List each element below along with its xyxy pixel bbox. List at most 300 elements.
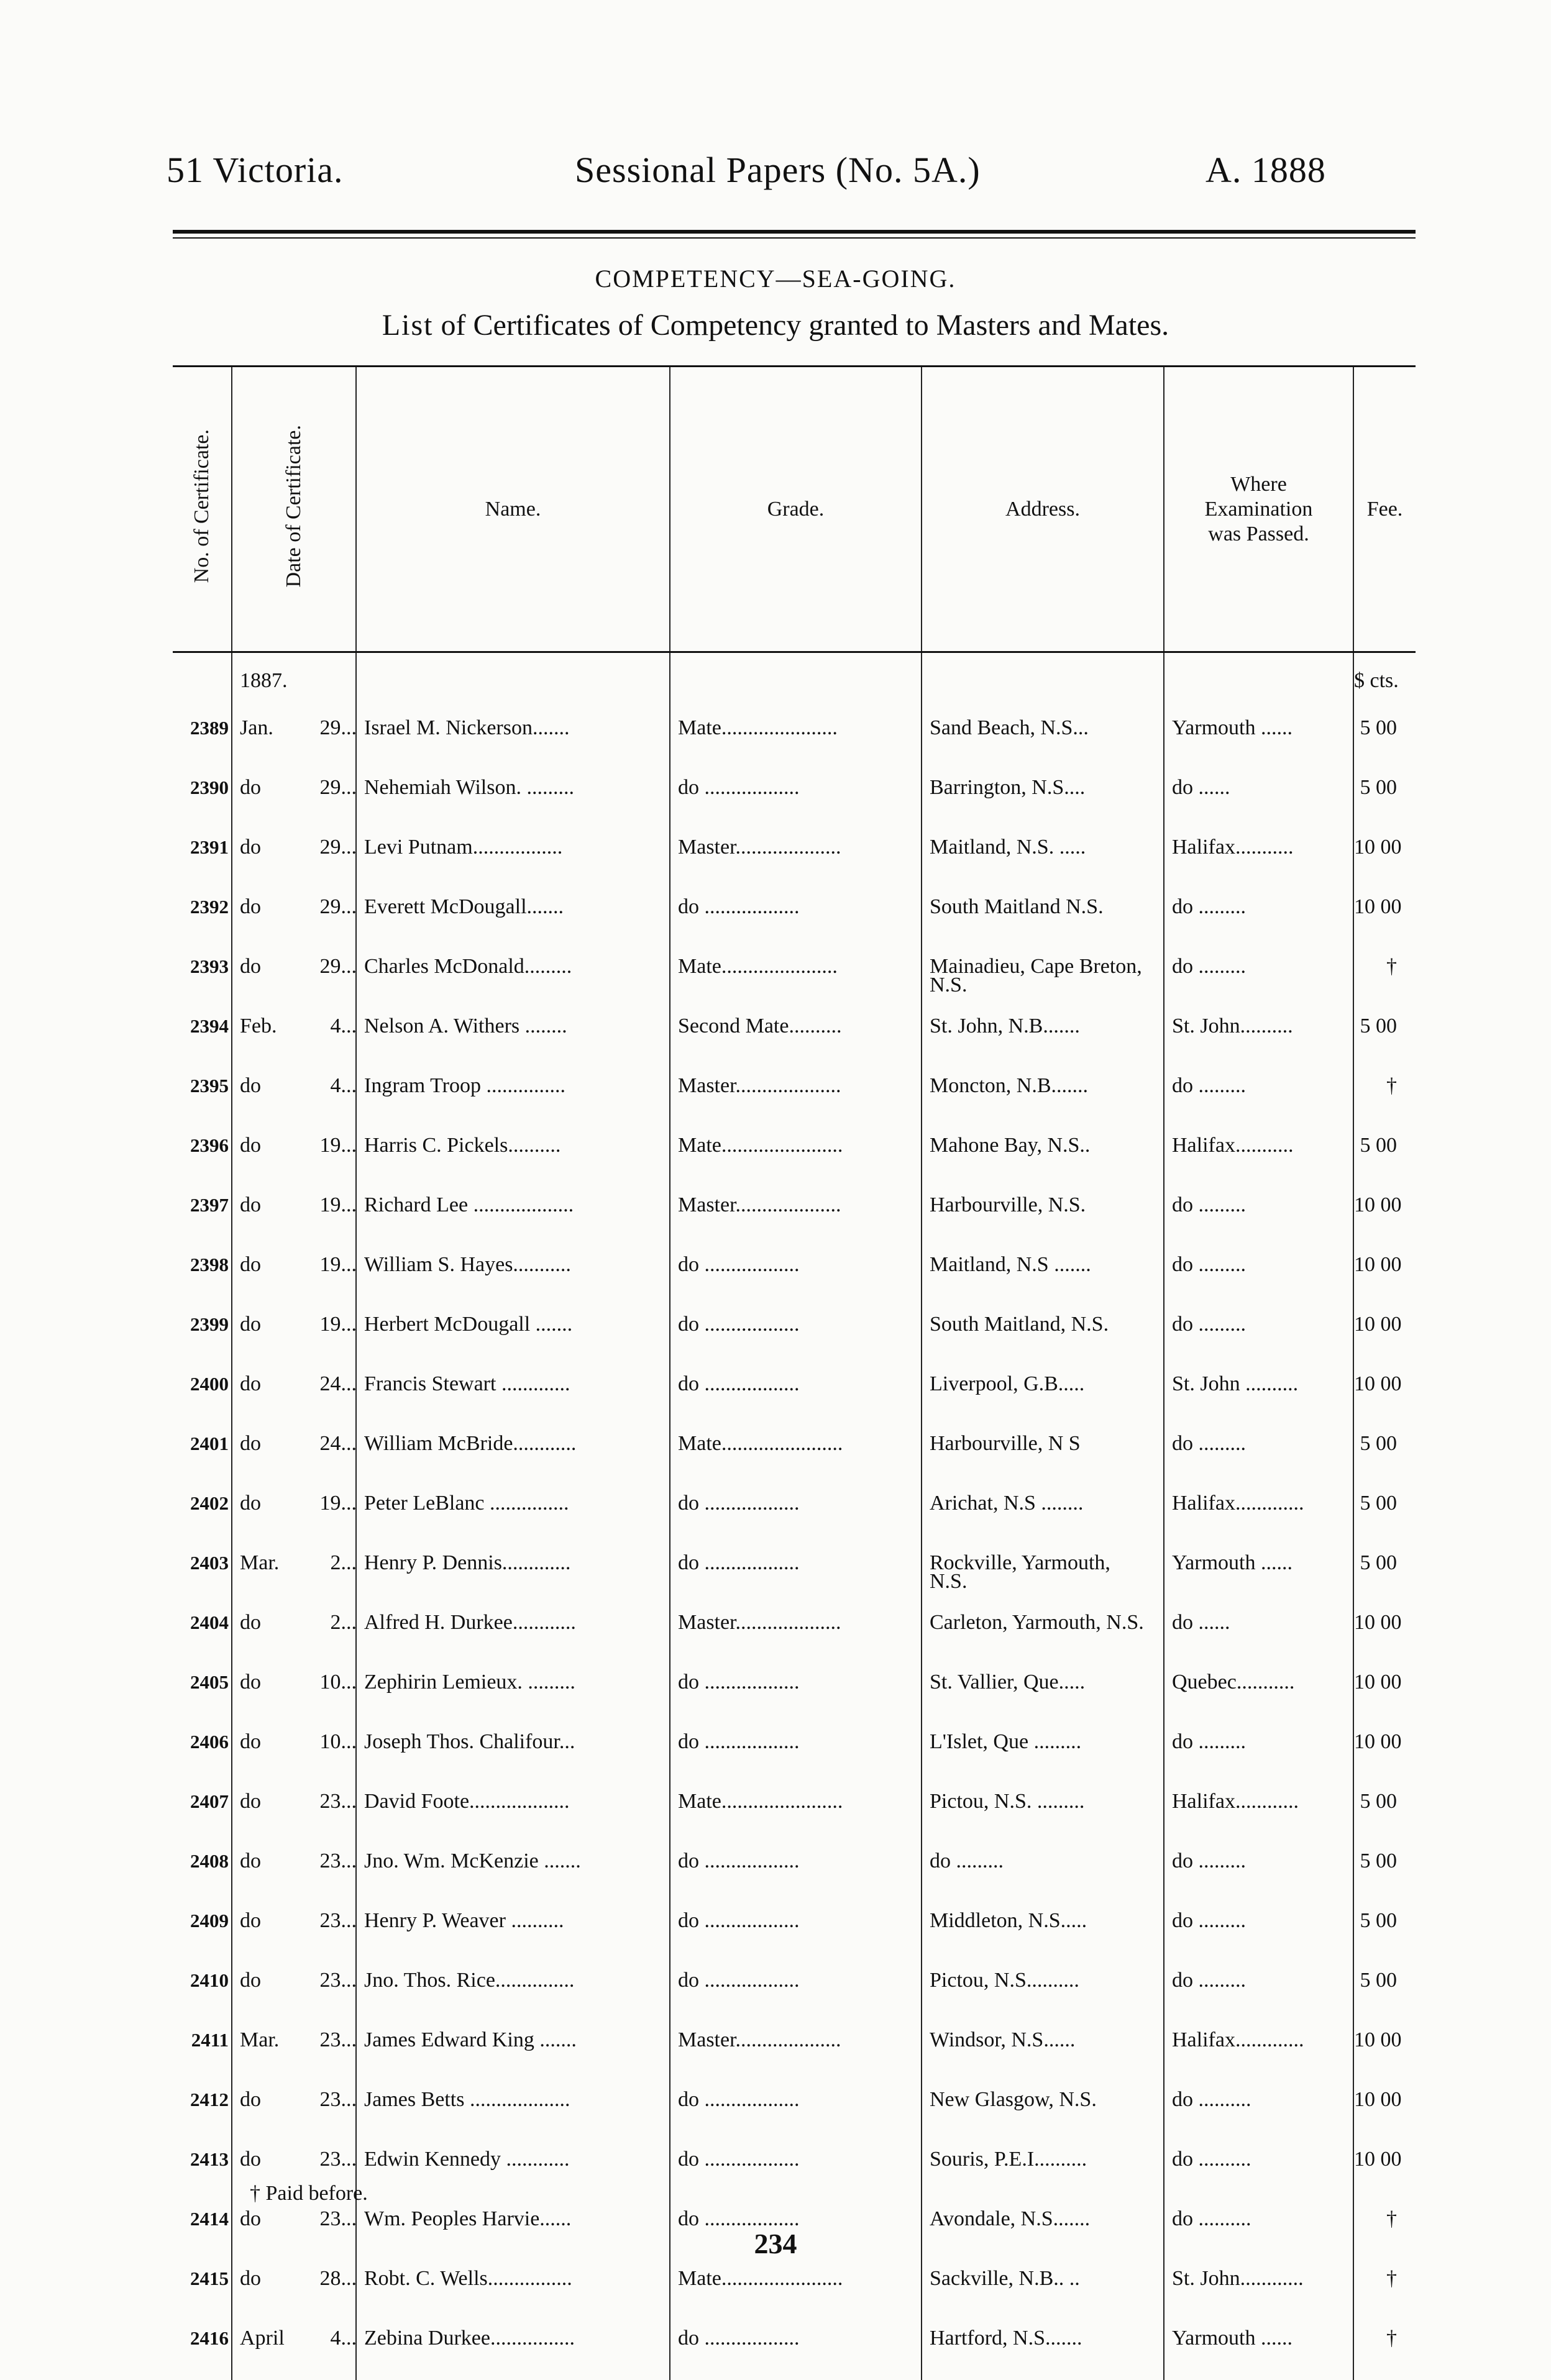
certificate-date bbox=[232, 1068, 356, 1128]
fee-amount: 10 00 bbox=[1353, 1187, 1416, 1247]
certificate-grade: do .................. bbox=[670, 2201, 922, 2261]
certificate-grade: Mate....................... bbox=[670, 1426, 922, 1485]
certificate-date bbox=[232, 1664, 356, 1724]
certificate-number: 2394 bbox=[190, 1015, 229, 1037]
certificate-grade: Mate....................... bbox=[670, 1128, 922, 1187]
col-header-date: Date of Certificate. bbox=[232, 367, 356, 652]
address-text: Mahone Bay, N.S.. bbox=[930, 1134, 1091, 1157]
table-row bbox=[173, 1545, 1416, 1605]
header-rule-thin bbox=[173, 237, 1416, 239]
date-day: 23... bbox=[319, 1969, 357, 1992]
holder-name: Jno. Wm. McKenzie ....... bbox=[356, 1843, 670, 1903]
holder-name: Richard Lee ................... bbox=[356, 1187, 670, 1247]
fee-amount: 5 00 bbox=[1353, 1843, 1416, 1903]
fee-amount: 10 00 bbox=[1353, 2022, 1416, 2082]
date-day: 23... bbox=[319, 2088, 357, 2111]
fee-amount: 5 00 bbox=[1353, 1963, 1416, 2022]
address-text: Carleton, Yarmouth, N.S. bbox=[930, 1611, 1144, 1634]
fee-amount: 5 00 bbox=[1353, 1784, 1416, 1843]
fee-amount: 5 00 bbox=[1353, 1903, 1416, 1963]
date-month: do bbox=[240, 1313, 261, 1336]
examination-place: do .......... bbox=[1164, 2141, 1353, 2201]
holder-address bbox=[922, 1008, 1164, 1068]
address-text: St. John, N.B....... bbox=[930, 1014, 1080, 1037]
table-row bbox=[173, 1008, 1416, 1068]
table-row bbox=[173, 2022, 1416, 2082]
fee-amount: 10 00 bbox=[1353, 2082, 1416, 2141]
header-center: Sessional Papers (No. 5A.) bbox=[575, 150, 981, 190]
table-row bbox=[173, 770, 1416, 829]
date-day: 29... bbox=[319, 955, 357, 978]
fee-amount: † bbox=[1353, 2320, 1416, 2380]
address-text: Sackville, N.B.. .. bbox=[930, 2267, 1080, 2290]
certificate-number: 2396 bbox=[190, 1134, 229, 1156]
certificate-date bbox=[232, 1605, 356, 1664]
date-month: do bbox=[240, 2088, 261, 2111]
table-row bbox=[173, 1724, 1416, 1784]
col-header-address: Address. bbox=[922, 367, 1164, 652]
date-month: do bbox=[240, 895, 261, 918]
certificate-date bbox=[232, 949, 356, 1008]
holder-name: Everett McDougall....... bbox=[356, 889, 670, 949]
col-header-where: Where Examination was Passed. bbox=[1164, 367, 1353, 652]
holder-address bbox=[922, 1664, 1164, 1724]
address-text: Hartford, N.S....... bbox=[930, 2327, 1082, 2350]
holder-name: Francis Stewart ............. bbox=[356, 1366, 670, 1426]
fee-amount: 5 00 bbox=[1353, 1545, 1416, 1605]
examination-place: do ......... bbox=[1164, 1963, 1353, 2022]
holder-address bbox=[922, 2261, 1164, 2320]
table-row bbox=[173, 1843, 1416, 1903]
date-day: 19... bbox=[319, 1134, 357, 1157]
address-text: Harbourville, N S bbox=[930, 1432, 1081, 1455]
fee-amount: 5 00 bbox=[1353, 1008, 1416, 1068]
certificate-date bbox=[232, 1008, 356, 1068]
date-month: do bbox=[240, 1253, 261, 1276]
examination-place: St. John .......... bbox=[1164, 1366, 1353, 1426]
date-month: do bbox=[240, 836, 261, 859]
certificate-grade: Second Mate.......... bbox=[670, 1008, 922, 1068]
table-row bbox=[173, 1366, 1416, 1426]
list-title-lead: List bbox=[382, 309, 434, 342]
certificate-number: 2395 bbox=[190, 1075, 229, 1097]
date-day: 19... bbox=[319, 1492, 357, 1515]
holder-address bbox=[922, 2082, 1164, 2141]
certificate-number: 2414 bbox=[190, 2208, 229, 2230]
address-text: Pictou, N.S.......... bbox=[930, 1969, 1079, 1992]
date-month: do bbox=[240, 1193, 261, 1216]
certificate-grade: do .................. bbox=[670, 1903, 922, 1963]
date-day: 29... bbox=[319, 716, 357, 739]
fee-unit-label: $ cts. bbox=[1353, 652, 1416, 711]
holder-address bbox=[922, 1903, 1164, 1963]
date-day: 4... bbox=[330, 1074, 357, 1097]
certificate-grade: do .................. bbox=[670, 889, 922, 949]
certificate-grade: do .................. bbox=[670, 2082, 922, 2141]
certificate-number: 2399 bbox=[190, 1313, 229, 1335]
certificate-number: 2389 bbox=[190, 717, 229, 739]
holder-name: Zephirin Lemieux. ......... bbox=[356, 1664, 670, 1724]
col-header-no: No. of Certificate. bbox=[173, 367, 232, 652]
holder-address bbox=[922, 1366, 1164, 1426]
table-row bbox=[173, 829, 1416, 889]
examination-place: do ......... bbox=[1164, 1903, 1353, 1963]
holder-name: Edwin Kennedy ............ bbox=[356, 2141, 670, 2201]
holder-address bbox=[922, 770, 1164, 829]
address-text: Middleton, N.S..... bbox=[930, 1909, 1087, 1932]
certificate-grade: do .................. bbox=[670, 770, 922, 829]
holder-address bbox=[922, 2022, 1164, 2082]
certificate-grade: Master.................... bbox=[670, 1187, 922, 1247]
certificate-grade: do .................. bbox=[670, 1724, 922, 1784]
certificate-number: 2407 bbox=[190, 1790, 229, 1812]
holder-address bbox=[922, 1247, 1164, 1306]
address-text: Moncton, N.B....... bbox=[930, 1074, 1088, 1097]
address-text: Maitland, N.S ....... bbox=[930, 1253, 1091, 1276]
certificate-grade: do .................. bbox=[670, 2141, 922, 2201]
examination-place: do ......... bbox=[1164, 889, 1353, 949]
certificate-date bbox=[232, 1963, 356, 2022]
certificate-number: 2415 bbox=[190, 2268, 229, 2289]
fee-amount: † bbox=[1353, 2261, 1416, 2320]
date-month: do bbox=[240, 1134, 261, 1157]
certificate-number: 2403 bbox=[190, 1552, 229, 1574]
col-header-name: Name. bbox=[356, 367, 670, 652]
date-day: 29... bbox=[319, 776, 357, 799]
date-month: do bbox=[240, 1909, 261, 1932]
date-month: Jan. bbox=[240, 716, 273, 739]
address-text: Sand Beach, N.S... bbox=[930, 716, 1089, 739]
address-text: Avondale, N.S....... bbox=[930, 2207, 1091, 2230]
address-text: St. Vallier, Que..... bbox=[930, 1671, 1086, 1694]
fee-amount: 5 00 bbox=[1353, 1485, 1416, 1545]
certificate-date bbox=[232, 2082, 356, 2141]
holder-address bbox=[922, 1605, 1164, 1664]
examination-place: Halifax........... bbox=[1164, 1128, 1353, 1187]
date-month: do bbox=[240, 1671, 261, 1694]
fee-amount: 5 00 bbox=[1353, 770, 1416, 829]
holder-address bbox=[922, 1784, 1164, 1843]
certificate-grade: do .................. bbox=[670, 2320, 922, 2380]
units-row bbox=[173, 652, 1416, 711]
certificate-number: 2404 bbox=[190, 1612, 229, 1633]
date-month: do bbox=[240, 1432, 261, 1455]
examination-place: Halifax............. bbox=[1164, 1485, 1353, 1545]
holder-address bbox=[922, 1068, 1164, 1128]
date-day: 28... bbox=[319, 2267, 357, 2290]
certificate-number: 2411 bbox=[191, 2029, 229, 2051]
examination-place: Yarmouth ...... bbox=[1164, 710, 1353, 770]
col-header-grade: Grade. bbox=[670, 367, 922, 652]
examination-place: do ......... bbox=[1164, 1247, 1353, 1306]
holder-name: Zebina Durkee................ bbox=[356, 2320, 670, 2380]
date-day: 4... bbox=[330, 2327, 357, 2350]
address-text: South Maitland N.S. bbox=[930, 895, 1104, 918]
certificate-date bbox=[232, 1128, 356, 1187]
date-day: 2... bbox=[330, 1551, 357, 1574]
certificate-grade: Master.................... bbox=[670, 2022, 922, 2082]
fee-amount: 10 00 bbox=[1353, 829, 1416, 889]
certificate-grade: Master.................... bbox=[670, 1068, 922, 1128]
examination-place: Halifax............ bbox=[1164, 1784, 1353, 1843]
date-month: do bbox=[240, 955, 261, 978]
date-day: 10... bbox=[319, 1730, 357, 1753]
date-day: 2... bbox=[330, 1611, 357, 1634]
certificate-date bbox=[232, 889, 356, 949]
header-left: 51 Victoria. bbox=[167, 150, 344, 190]
certificate-number: 2397 bbox=[190, 1194, 229, 1216]
certificate-grade: Master.................... bbox=[670, 829, 922, 889]
examination-place: do ......... bbox=[1164, 1068, 1353, 1128]
holder-address bbox=[922, 1128, 1164, 1187]
date-month: do bbox=[240, 2207, 261, 2230]
certificate-date bbox=[232, 770, 356, 829]
holder-name: Nelson A. Withers ........ bbox=[356, 1008, 670, 1068]
certificate-date bbox=[232, 1724, 356, 1784]
address-text: Souris, P.E.I.......... bbox=[930, 2148, 1087, 2171]
certificate-date bbox=[232, 1903, 356, 1963]
holder-name: Levi Putnam................. bbox=[356, 829, 670, 889]
certificate-number: 2391 bbox=[190, 836, 229, 858]
address-text: Mainadieu, Cape Breton, N.S. bbox=[930, 955, 1142, 996]
table-row bbox=[173, 1247, 1416, 1306]
certificate-number: 2413 bbox=[190, 2148, 229, 2170]
examination-place: St. John.......... bbox=[1164, 1008, 1353, 1068]
table-row bbox=[173, 2261, 1416, 2320]
table-row bbox=[173, 1664, 1416, 1724]
date-day: 19... bbox=[319, 1253, 357, 1276]
holder-name: David Foote................... bbox=[356, 1784, 670, 1843]
table-row bbox=[173, 1426, 1416, 1485]
address-text: L'Islet, Que ......... bbox=[930, 1730, 1082, 1753]
certificate-number: 2412 bbox=[190, 2089, 229, 2110]
holder-address bbox=[922, 829, 1164, 889]
holder-address bbox=[922, 1724, 1164, 1784]
fee-amount: 5 00 bbox=[1353, 1128, 1416, 1187]
fee-amount: 5 00 bbox=[1353, 710, 1416, 770]
address-text: Windsor, N.S...... bbox=[930, 2028, 1076, 2051]
examination-place: do ......... bbox=[1164, 1724, 1353, 1784]
examination-place: Yarmouth ...... bbox=[1164, 1545, 1353, 1605]
date-month: do bbox=[240, 2267, 261, 2290]
holder-name: Wm. Peoples Harvie...... bbox=[356, 2201, 670, 2261]
table-row bbox=[173, 1306, 1416, 1366]
page-number: 234 bbox=[754, 2228, 797, 2259]
certificate-grade: Mate...................... bbox=[670, 949, 922, 1008]
col-header-fee: Fee. bbox=[1353, 367, 1416, 652]
date-month: do bbox=[240, 1969, 261, 1992]
holder-address bbox=[922, 1485, 1164, 1545]
certificate-date bbox=[232, 1784, 356, 1843]
table-row bbox=[173, 1068, 1416, 1128]
holder-address bbox=[922, 1187, 1164, 1247]
examination-place: do .......... bbox=[1164, 2082, 1353, 2141]
holder-name: William S. Hayes........... bbox=[356, 1247, 670, 1306]
fee-amount: † bbox=[1353, 949, 1416, 1008]
address-text: do ......... bbox=[930, 1849, 1004, 1872]
table-header-row bbox=[173, 367, 1416, 652]
address-text: Arichat, N.S ........ bbox=[930, 1492, 1084, 1515]
holder-name: Nehemiah Wilson. ......... bbox=[356, 770, 670, 829]
certificate-number: 2398 bbox=[190, 1254, 229, 1275]
certificate-number: 2405 bbox=[190, 1671, 229, 1693]
date-day: 29... bbox=[319, 836, 357, 859]
certificate-number: 2408 bbox=[190, 1850, 229, 1872]
date-month: do bbox=[240, 1372, 261, 1395]
table-row bbox=[173, 1485, 1416, 1545]
address-text: New Glasgow, N.S. bbox=[930, 2088, 1097, 2111]
certificate-number: 2410 bbox=[190, 1969, 229, 1991]
certificate-grade: do .................. bbox=[670, 1306, 922, 1366]
date-month: do bbox=[240, 1730, 261, 1753]
certificate-grade: do .................. bbox=[670, 1843, 922, 1903]
address-text: Barrington, N.S.... bbox=[930, 776, 1086, 799]
certificate-number: 2406 bbox=[190, 1731, 229, 1753]
holder-name: Ingram Troop ............... bbox=[356, 1068, 670, 1128]
date-month: do bbox=[240, 1074, 261, 1097]
certificate-date bbox=[232, 1187, 356, 1247]
table-row bbox=[173, 1187, 1416, 1247]
examination-place: St. John............ bbox=[1164, 2261, 1353, 2320]
holder-name: Henry P. Dennis............. bbox=[356, 1545, 670, 1605]
table-row bbox=[173, 889, 1416, 949]
section-title: COMPETENCY—SEA-GOING. bbox=[595, 265, 956, 293]
holder-address bbox=[922, 1306, 1164, 1366]
table-row bbox=[173, 1605, 1416, 1664]
certificate-number: 2416 bbox=[190, 2327, 229, 2349]
fee-amount: 10 00 bbox=[1353, 2141, 1416, 2201]
certificate-grade: Mate....................... bbox=[670, 1784, 922, 1843]
holder-name: Charles McDonald......... bbox=[356, 949, 670, 1008]
holder-name: Israel M. Nickerson....... bbox=[356, 710, 670, 770]
certificate-date bbox=[232, 1247, 356, 1306]
holder-address bbox=[922, 2141, 1164, 2201]
header-rule-thick bbox=[173, 230, 1416, 234]
fee-amount: 10 00 bbox=[1353, 889, 1416, 949]
examination-place: Quebec........... bbox=[1164, 1664, 1353, 1724]
certificate-grade: Master.................... bbox=[670, 1605, 922, 1664]
fee-amount: † bbox=[1353, 1068, 1416, 1128]
holder-name: Joseph Thos. Chalifour... bbox=[356, 1724, 670, 1784]
date-day: 10... bbox=[319, 1671, 357, 1694]
examination-place: Yarmouth ...... bbox=[1164, 2320, 1353, 2380]
fee-amount: 10 00 bbox=[1353, 1306, 1416, 1366]
holder-address bbox=[922, 2320, 1164, 2380]
examination-place: do ......... bbox=[1164, 1843, 1353, 1903]
date-day: 23... bbox=[319, 2207, 357, 2230]
table-row bbox=[173, 710, 1416, 770]
date-day: 23... bbox=[319, 1790, 357, 1813]
date-day: 19... bbox=[319, 1313, 357, 1336]
holder-name: James Betts ................... bbox=[356, 2082, 670, 2141]
date-month: Mar. bbox=[240, 1551, 280, 1574]
certificate-grade: do .................. bbox=[670, 1963, 922, 2022]
certificate-number: 2401 bbox=[190, 1433, 229, 1454]
examination-place: Halifax........... bbox=[1164, 829, 1353, 889]
certificates-table bbox=[173, 365, 1416, 2380]
address-text: Harbourville, N.S. bbox=[930, 1193, 1086, 1216]
date-month: do bbox=[240, 2148, 261, 2171]
certificate-grade: Mate...................... bbox=[670, 710, 922, 770]
holder-name: Henry P. Weaver .......... bbox=[356, 1903, 670, 1963]
table-row bbox=[173, 2082, 1416, 2141]
holder-name: Herbert McDougall ....... bbox=[356, 1306, 670, 1366]
fee-amount: 10 00 bbox=[1353, 1247, 1416, 1306]
fee-amount: 5 00 bbox=[1353, 1426, 1416, 1485]
examination-place: do ......... bbox=[1164, 949, 1353, 1008]
address-text: South Maitland, N.S. bbox=[930, 1313, 1109, 1336]
certificate-date bbox=[232, 1843, 356, 1903]
holder-address bbox=[922, 710, 1164, 770]
fee-amount: 10 00 bbox=[1353, 1605, 1416, 1664]
holder-address bbox=[922, 889, 1164, 949]
examination-place: Halifax............. bbox=[1164, 2022, 1353, 2082]
holder-address bbox=[922, 1843, 1164, 1903]
certificate-grade: do .................. bbox=[670, 1247, 922, 1306]
date-month: do bbox=[240, 776, 261, 799]
address-text: Pictou, N.S. ......... bbox=[930, 1790, 1085, 1813]
certificate-date bbox=[232, 1545, 356, 1605]
date-month: do bbox=[240, 1849, 261, 1872]
date-day: 23... bbox=[319, 2028, 357, 2051]
list-title bbox=[0, 308, 1551, 342]
date-month: do bbox=[240, 1790, 261, 1813]
certificate-date bbox=[232, 2022, 356, 2082]
date-month: April bbox=[240, 2327, 285, 2350]
certificate-grade: do .................. bbox=[670, 1545, 922, 1605]
holder-address bbox=[922, 1963, 1164, 2022]
certificate-date bbox=[232, 710, 356, 770]
date-month: do bbox=[240, 1492, 261, 1515]
certificate-number: 2402 bbox=[190, 1492, 229, 1514]
examination-place: do ......... bbox=[1164, 1187, 1353, 1247]
holder-address bbox=[922, 1426, 1164, 1485]
examination-place: do ......... bbox=[1164, 1306, 1353, 1366]
certificate-grade: do .................. bbox=[670, 1366, 922, 1426]
address-text: Liverpool, G.B..... bbox=[930, 1372, 1085, 1395]
certificate-date bbox=[232, 1306, 356, 1366]
date-day: 29... bbox=[319, 895, 357, 918]
certificate-grade: do .................. bbox=[670, 1485, 922, 1545]
table-row bbox=[173, 2320, 1416, 2380]
examination-place: do .......... bbox=[1164, 2201, 1353, 2261]
certificate-grade: Mate....................... bbox=[670, 2261, 922, 2320]
date-day: 23... bbox=[319, 1909, 357, 1932]
table-row bbox=[173, 1128, 1416, 1187]
year-label: 1887. bbox=[232, 652, 356, 711]
header-right: A. 1888 bbox=[1206, 150, 1326, 190]
fee-amount: 10 00 bbox=[1353, 1664, 1416, 1724]
date-month: Mar. bbox=[240, 2028, 280, 2051]
holder-address bbox=[922, 1545, 1164, 1605]
holder-name: Robt. C. Wells................ bbox=[356, 2261, 670, 2320]
list-title-rest: of Certificates of Competency granted to Masters and Mates. bbox=[433, 309, 1169, 342]
address-text: Rockville, Yarmouth, N.S. bbox=[930, 1551, 1110, 1593]
certificate-grade: do .................. bbox=[670, 1664, 922, 1724]
certificate-date bbox=[232, 2320, 356, 2380]
certificate-number: 2400 bbox=[190, 1373, 229, 1395]
date-day: 23... bbox=[319, 2148, 357, 2171]
holder-name: William McBride............ bbox=[356, 1426, 670, 1485]
holder-address bbox=[922, 949, 1164, 1008]
holder-name: James Edward King ....... bbox=[356, 2022, 670, 2082]
table-row bbox=[173, 949, 1416, 1008]
certificate-number: 2390 bbox=[190, 777, 229, 798]
certificate-number: 2393 bbox=[190, 955, 229, 977]
fee-amount: 10 00 bbox=[1353, 1724, 1416, 1784]
certificate-date bbox=[232, 829, 356, 889]
date-day: 19... bbox=[319, 1193, 357, 1216]
